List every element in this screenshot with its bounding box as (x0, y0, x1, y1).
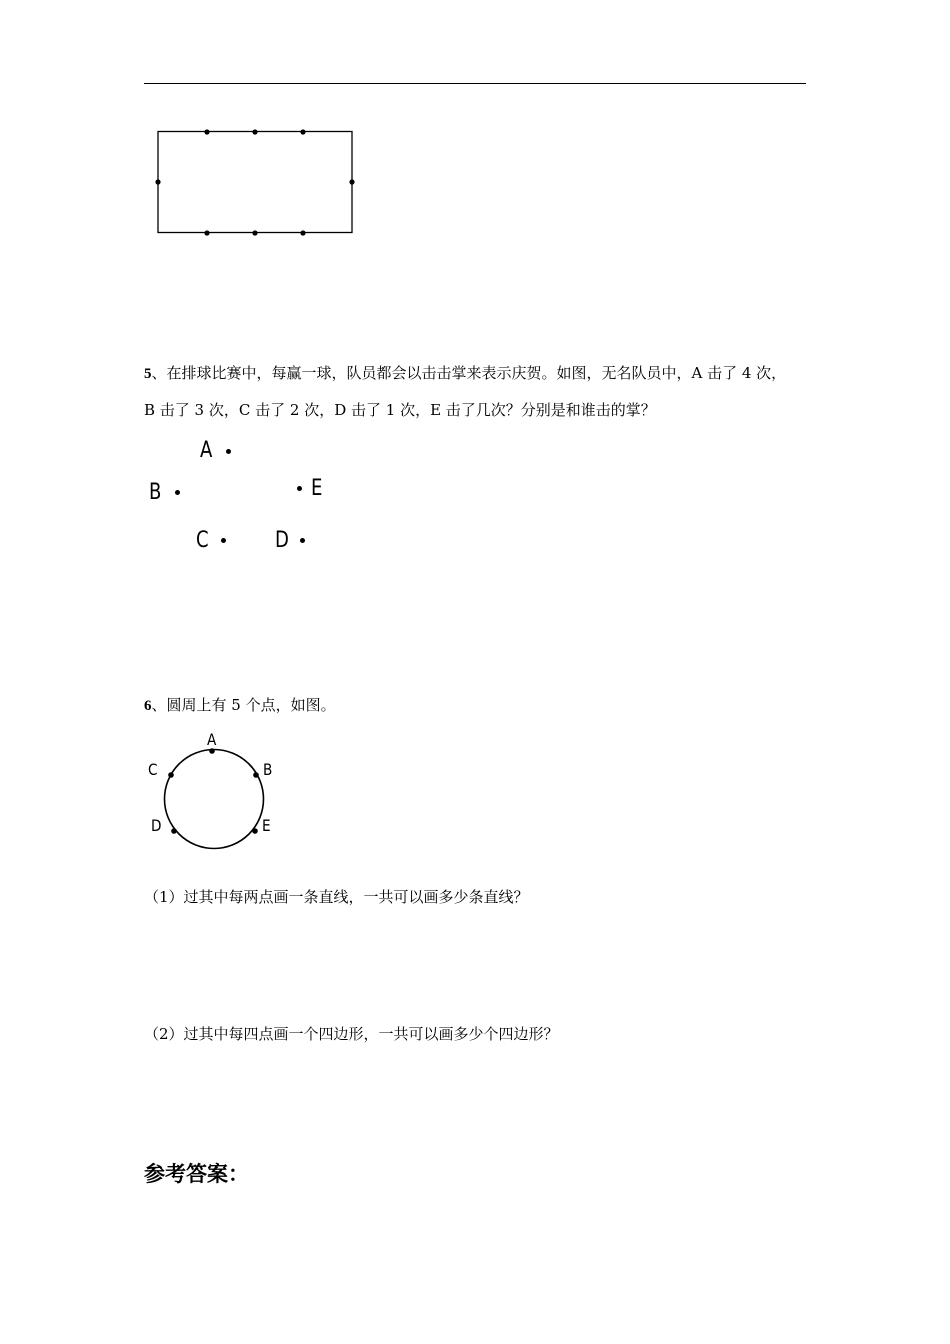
header-rule (144, 83, 806, 84)
circle-point-d (171, 828, 177, 834)
player-label-e: E (311, 476, 323, 501)
circle-label-b: B (263, 760, 273, 779)
rect-dot-bottom-1 (204, 230, 209, 235)
circle-label-c: C (148, 760, 158, 779)
circle-point-b (253, 772, 259, 778)
circle-point-e (252, 828, 258, 834)
rectangle-dots-figure (150, 124, 362, 242)
answers-heading: 参考答案： (144, 1162, 249, 1186)
player-dot-c (221, 538, 226, 543)
player-dot-e (297, 486, 302, 491)
player-dot-a (226, 449, 231, 454)
question-6-intro (144, 696, 336, 715)
player-label-b: B (149, 480, 162, 505)
rect-dot-right (349, 179, 354, 184)
rect-dot-top-3 (300, 129, 305, 134)
rectangle-outline (158, 132, 352, 233)
question-6-sub-2: （2）过其中每四点画一个四边形，一共可以画多少个四边形？ (144, 1025, 559, 1043)
question-5-line-2: B 击了 3 次，C 击了 2 次，D 击了 1 次，E 击了几次？分别是和谁击的掌？ (144, 401, 656, 419)
rect-dot-top-1 (204, 129, 209, 134)
question-6-number: 6 (144, 698, 152, 714)
rect-dot-bottom-2 (252, 230, 257, 235)
circle-label-a: A (207, 730, 217, 749)
circle-label-d: D (151, 816, 162, 835)
question-6-text: 、圆周上有 5 个点，如图。 (151, 696, 336, 714)
circle-point-c (168, 772, 174, 778)
question-5-number: 5 (144, 366, 152, 382)
player-label-d: D (275, 528, 289, 553)
question-5-line-1 (144, 364, 786, 383)
player-label-a: A (200, 438, 213, 463)
question-6-sub-1: （1）过其中每两点画一条直线，一共可以画多少条直线？ (144, 888, 529, 906)
player-label-c: C (196, 528, 209, 553)
circle-label-e: E (262, 816, 271, 835)
question-5-text-1: 、在排球比赛中，每赢一球，队员都会以击击掌来表示庆贺。如图，无名队员中，A 击了 4 次， (151, 364, 787, 382)
circle-outline (165, 750, 264, 849)
rect-dot-left (155, 179, 160, 184)
player-dot-d (300, 538, 305, 543)
player-dot-b (175, 490, 180, 495)
rect-dot-top-2 (252, 129, 257, 134)
circle-point-a (209, 748, 215, 754)
circle-five-points-figure (160, 745, 273, 855)
rect-dot-bottom-3 (300, 230, 305, 235)
